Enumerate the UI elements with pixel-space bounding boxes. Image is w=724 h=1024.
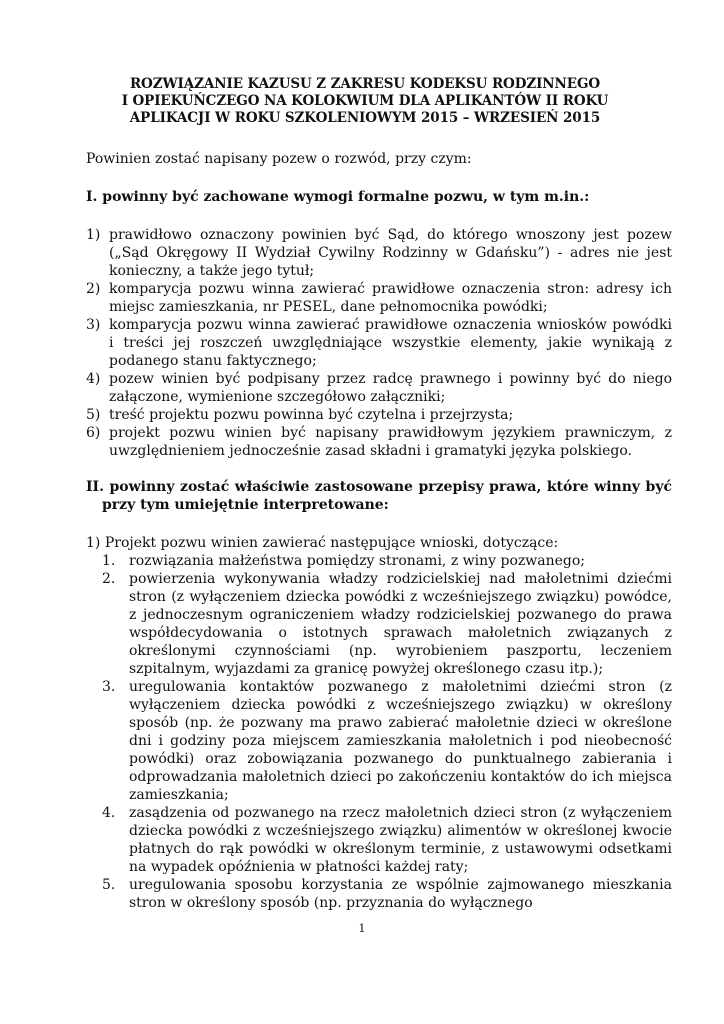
list-item (102, 876, 672, 912)
item-number: 5. (102, 877, 116, 893)
item-text: pozew winien być podpisany przez radcę prawnego i powinny być do niego załączone, wymienione szczegółowo załączniki; (109, 371, 672, 405)
list-item (102, 804, 672, 876)
title-line: APLIKACJI W ROKU SZKOLENIOWYM 2015 – WRZESIEŃ 2015 (129, 110, 601, 126)
list-item (86, 406, 672, 424)
item-number: 1) (86, 535, 101, 551)
item-number: 3. (102, 679, 116, 695)
title-line: ROZWIĄZANIE KAZUSU Z ZAKRESU KODEKSU RODZINNEGO (129, 76, 601, 92)
item-text: projekt pozwu winien być napisany prawidłowym językiem prawniczym, z uwzględnieniem jednocześnie zasad składni i gramatyki języka polskiego. (109, 425, 672, 459)
section-1-list (86, 226, 672, 460)
item-text: komparycja pozwu winna zawierać prawidłowe oznaczenia stron: adresy ich miejsc zamieszkania, nr PESEL, dane pełnomocnika powódki; (109, 281, 672, 315)
list-item (102, 552, 672, 570)
item-text: rozwiązania małżeństwa pomiędzy stronami, z winy pozwanego; (129, 553, 585, 569)
intro-paragraph: Powinien zostać napisany pozew o rozwód, przy czym: (86, 151, 472, 167)
item-number: 1) (86, 227, 101, 243)
list-item (86, 370, 672, 406)
item-number: 4. (102, 805, 116, 821)
section-2-intro (86, 534, 672, 552)
list-item (86, 226, 672, 280)
item-text: uregulowania kontaktów pozwanego z małoletnimi dziećmi stron (z wyłączeniem dziecka powódki z wcześniejszego związku) w określony sposób (np. że pozwany ma prawo zabierać małoletnie dzieci w określone dni i godziny poza miejscem zamieszkania małoletnich i pod nieobecność powódki) oraz zobowiązania pozwanego do punktualnego zabierania i odprowadzania małoletnich dzieci po zakończeniu kontaktów do ich miejsca zamieszkania; (129, 679, 672, 803)
list-item (102, 570, 672, 678)
item-text: komparycja pozwu winna zawierać prawidłowe oznaczenia wniosków powódki i treści jej roszczeń uwzględniające wszystkie elementy, jakie wynikają z podanego stanu faktycznego; (109, 317, 672, 369)
item-number: 6) (86, 425, 101, 441)
item-text: prawidłowo oznaczony powinien być Sąd, do którego wnoszony jest pozew („Sąd Okręgowy II Wydział Cywilny Rodzinny w Gdańsku”) - adres nie jest konieczny, a także jego tytuł; (109, 227, 672, 279)
item-number: 2. (102, 571, 116, 587)
item-number: 2) (86, 281, 101, 297)
item-number: 4) (86, 371, 101, 387)
list-item (86, 280, 672, 316)
section-1-heading: I. powinny być zachowane wymogi formalne pozwu, w tym m.in.: (86, 189, 590, 205)
title-line: I OPIEKUŃCZEGO NA KOLOKWIUM DLA APLIKANTÓW II ROKU (121, 93, 609, 109)
section-2-heading: II. powinny zostać właściwie zastosowane przepisy prawa, które winny być przy tym umiejętnie interpretowane: (86, 479, 672, 513)
list-item (102, 678, 672, 804)
item-text: uregulowania sposobu korzystania ze wspólnie zajmowanego mieszkania stron w określony sposób (np. przyznania do wyłącznego (129, 877, 672, 911)
document-body (86, 150, 672, 912)
item-number: 3) (86, 317, 101, 333)
document-title (70, 76, 660, 127)
list-item (86, 316, 672, 370)
item-number: 5) (86, 407, 101, 423)
item-text: Projekt pozwu winien zawierać następujące wnioski, dotyczące: (104, 535, 559, 551)
section-2-list (86, 552, 672, 912)
list-item (86, 424, 672, 460)
item-text: treść projektu pozwu powinna być czytelna i przejrzysta; (109, 407, 514, 423)
item-text: zasądzenia od pozwanego na rzecz małoletnich dzieci stron (z wyłączeniem dziecka powódki z wcześniejszego związku) alimentów w określonej kwocie płatnych do rąk powódki w określonym terminie, z ustawowymi odsetkami na wypadek opóźnienia w płatności każdej raty; (129, 805, 672, 875)
item-number: 1. (102, 553, 116, 569)
item-text: powierzenia wykonywania władzy rodzicielskiej nad małoletnimi dziećmi stron (z wyłączeniem dziecka powódki z wcześniejszego związku) powódce, z jednoczesnym ograniczeniem władzy rodzicielskiej pozwanego do prawa współdecydowania o istotnych sprawach małoletnich związanych z określonymi czynnościami (np. wyrobieniem paszportu, leczeniem szpitalnym, wyjazdami za granicę powyżej określonego czasu itp.); (129, 571, 672, 677)
page-number: 1 (358, 922, 366, 935)
